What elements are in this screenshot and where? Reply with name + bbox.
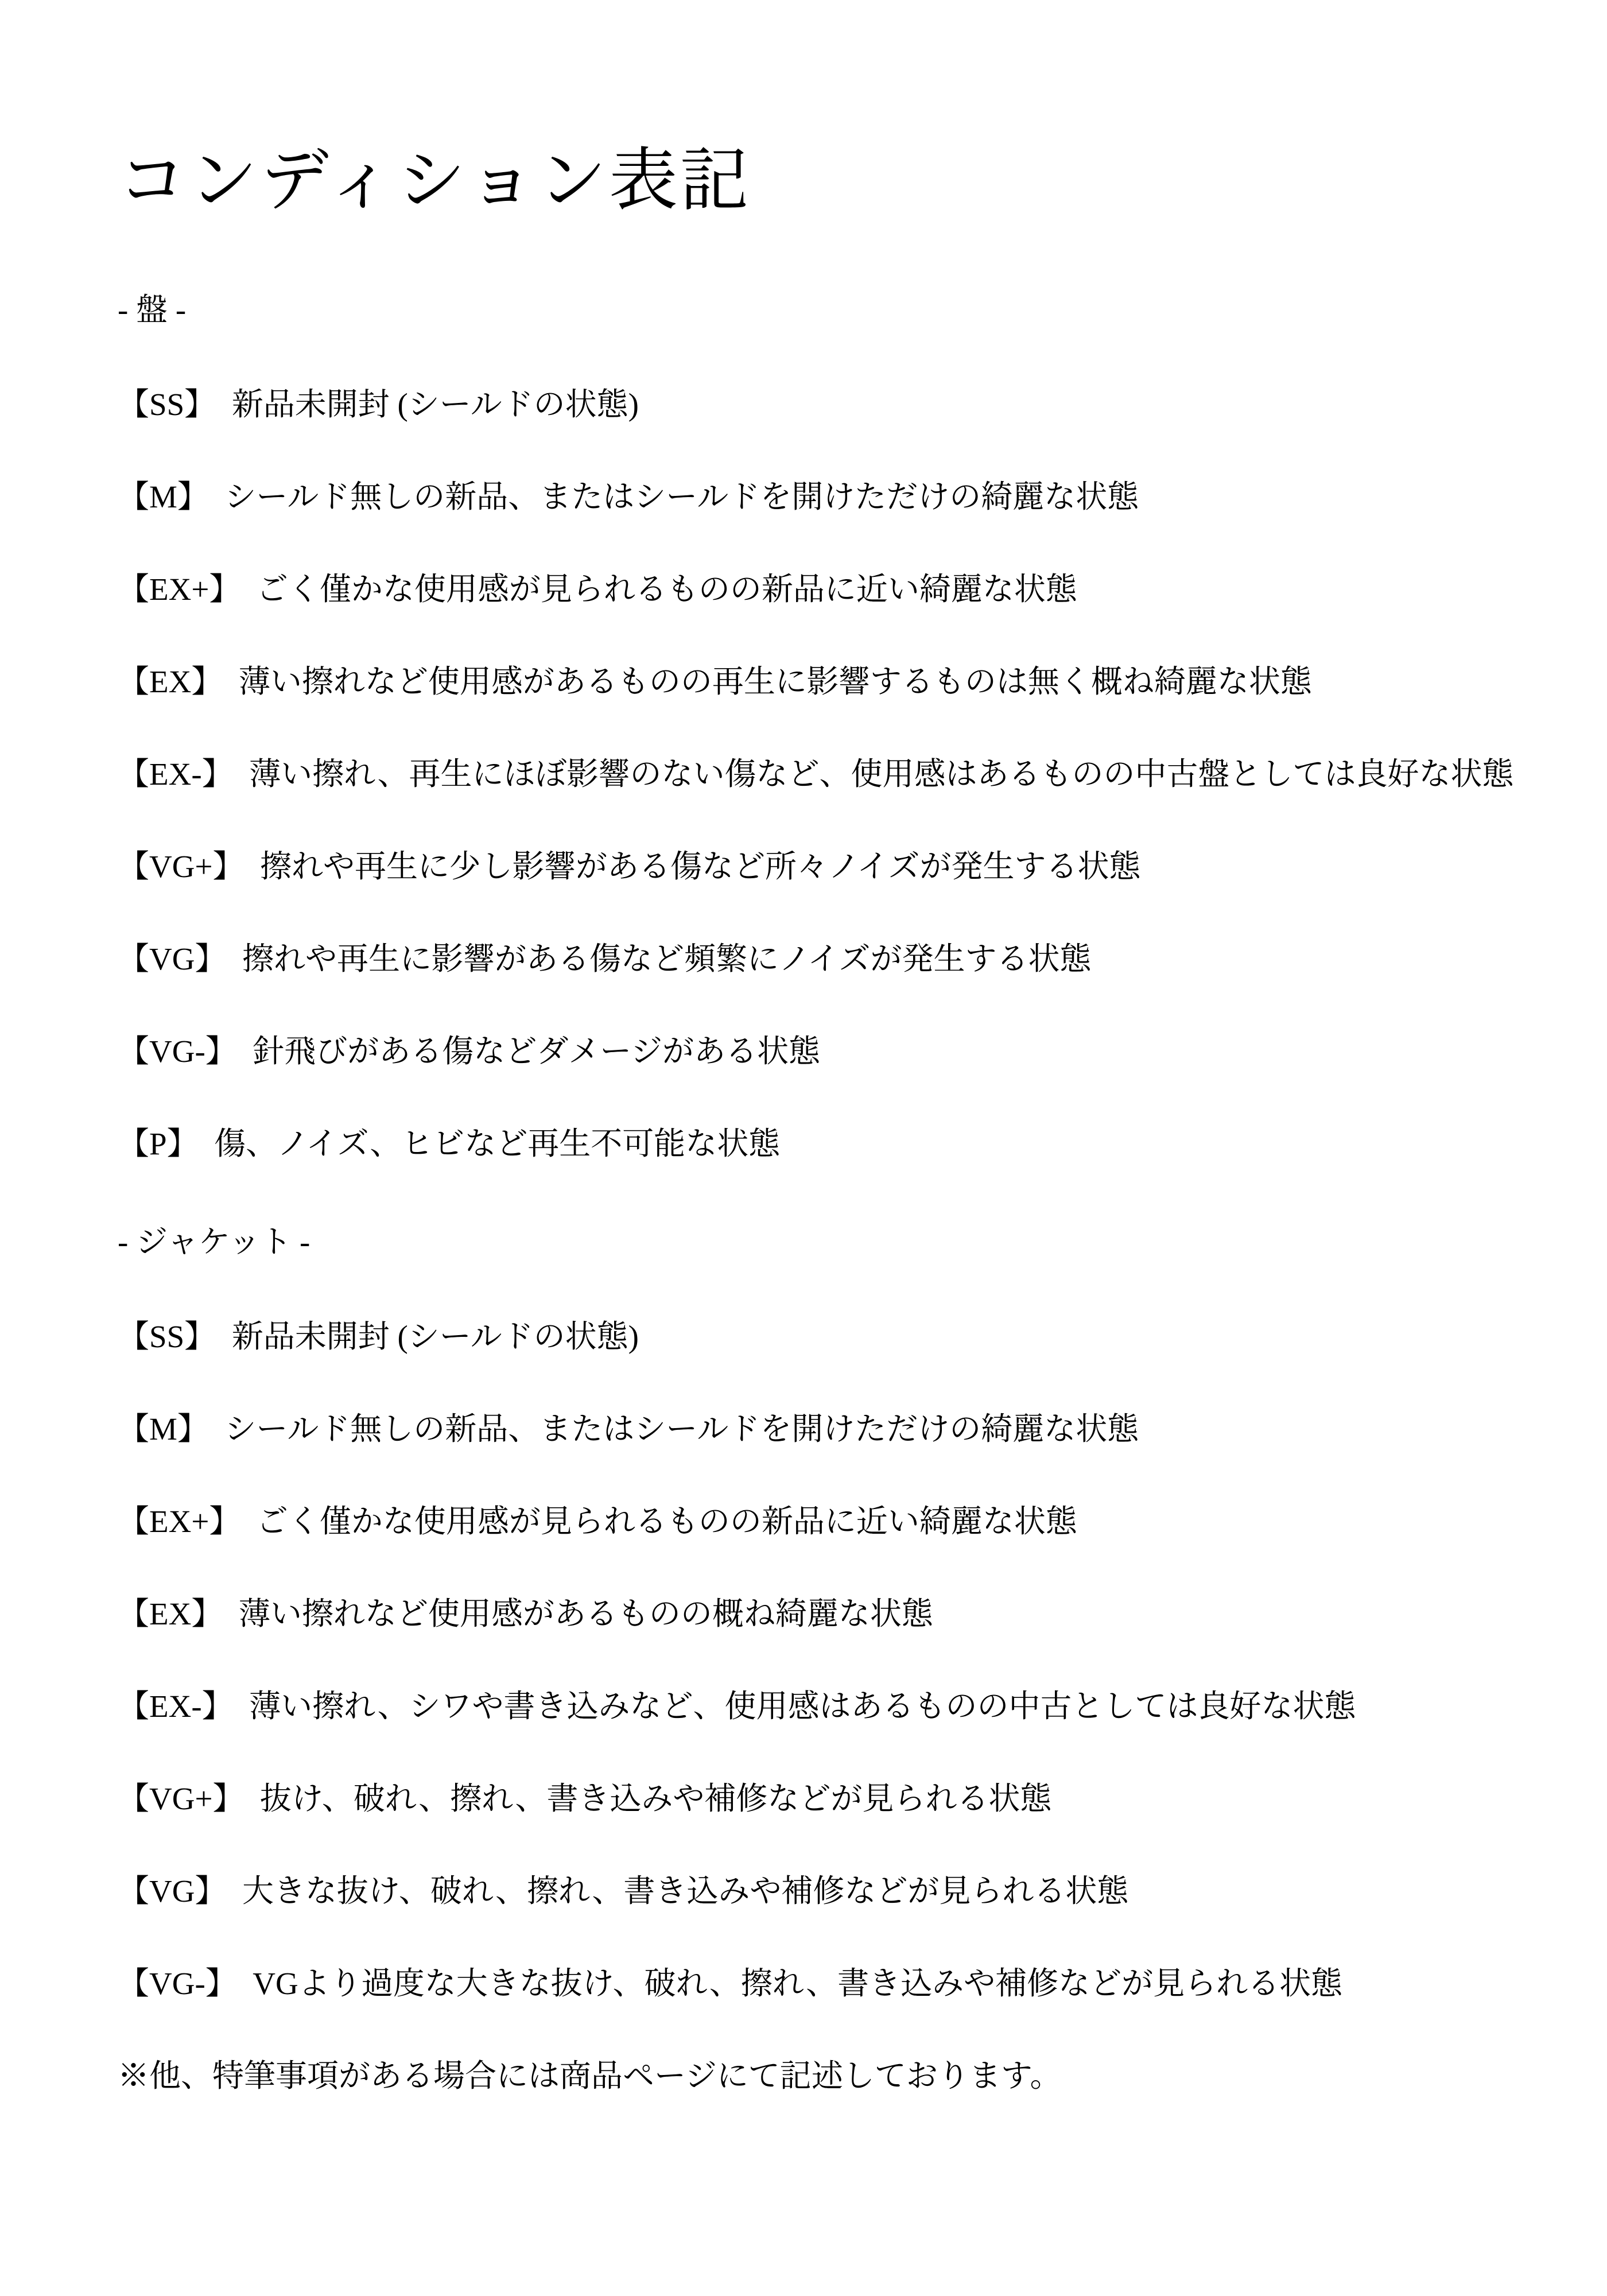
grade-description: 擦れや再生に少し影響がある傷など所々ノイズが発生する状態 [259,849,1141,884]
grade-code: 【M】 [118,1411,209,1446]
grade-code: 【SS】 [118,1319,216,1354]
grade-code: 【EX+】 [118,1504,241,1539]
grade-description: 薄い擦れ、シワや書き込みなど、使用感はあるものの中古としては良好な状態 [249,1689,1356,1724]
grade-description: 薄い擦れ、再生にほぼ影響のない傷など、使用感はあるものの中古盤としては良好な状態 [249,757,1514,792]
condition-row [118,1406,1550,1452]
grade-code: 【EX-】 [118,757,234,792]
condition-row [118,751,1550,797]
grade-code: 【VG+】 [118,1781,244,1816]
grade-description: 薄い擦れなど使用感があるものの再生に影響するものは無く概ね綺麗な状態 [238,664,1312,699]
grade-description: 抜け、破れ、擦れ、書き込みや補修などが見られる状態 [259,1781,1052,1816]
grade-description: 新品未開封 (シールドの状態) [231,1319,639,1354]
section-jacket [118,1219,1550,2007]
condition-row [118,1684,1550,1729]
grade-code: 【VG-】 [118,1034,237,1069]
grade-description: 傷、ノイズ、ヒビなど再生不可能な状態 [214,1126,781,1161]
grade-description: VGより過度な大きな抜け、破れ、擦れ、書き込みや補修などが見られる状態 [253,1966,1343,2001]
condition-row [118,659,1550,705]
condition-row [118,844,1550,890]
condition-row [118,1121,1550,1167]
grade-code: 【EX+】 [118,572,241,607]
condition-row [118,474,1550,520]
grade-description: 薄い擦れなど使用感があるものの概ね綺麗な状態 [238,1596,933,1631]
condition-row [118,1776,1550,1822]
grade-description: 擦れや再生に影響がある傷など頻繁にノイズが発生する状態 [242,941,1092,976]
grade-code: 【SS】 [118,387,216,422]
grade-code: 【VG】 [118,941,227,976]
grade-description: シールド無しの新品、またはシールドを開けただけの綺麗な状態 [224,1411,1139,1446]
condition-row [118,567,1550,612]
grade-description: 新品未開封 (シールドの状態) [231,387,639,422]
footnote: ※他、特筆事項がある場合には商品ページにて記述しております。 [118,2058,1062,2093]
grade-description: 針飛びがある傷などダメージがある状態 [253,1034,821,1069]
condition-row [118,1029,1550,1075]
section-label-jacket: - ジャケット - [118,1224,310,1259]
page-title: コンディション表記 [118,142,751,219]
section-label-disc: - 盤 - [118,292,187,327]
grade-code: 【P】 [118,1126,199,1161]
condition-row [118,1591,1550,1637]
grade-description: 大きな抜け、破れ、擦れ、書き込みや補修などが見られる状態 [242,1874,1129,1909]
section-disc [118,287,1550,1167]
grade-code: 【M】 [118,479,209,514]
condition-row [118,936,1550,982]
condition-row [118,1499,1550,1545]
condition-row [118,382,1550,428]
grade-description: ごく僅かな使用感が見られるものの新品に近い綺麗な状態 [256,572,1077,607]
condition-row [118,1961,1550,2007]
grade-code: 【VG+】 [118,849,244,884]
grade-description: ごく僅かな使用感が見られるものの新品に近い綺麗な状態 [256,1504,1077,1539]
condition-row [118,1868,1550,1914]
grade-code: 【EX】 [118,664,223,699]
grade-code: 【VG】 [118,1874,227,1909]
grade-code: 【EX】 [118,1596,223,1631]
grade-code: 【EX-】 [118,1689,234,1724]
grade-code: 【VG-】 [118,1966,237,2001]
condition-row [118,1314,1550,1360]
grade-description: シールド無しの新品、またはシールドを開けただけの綺麗な状態 [224,479,1139,514]
